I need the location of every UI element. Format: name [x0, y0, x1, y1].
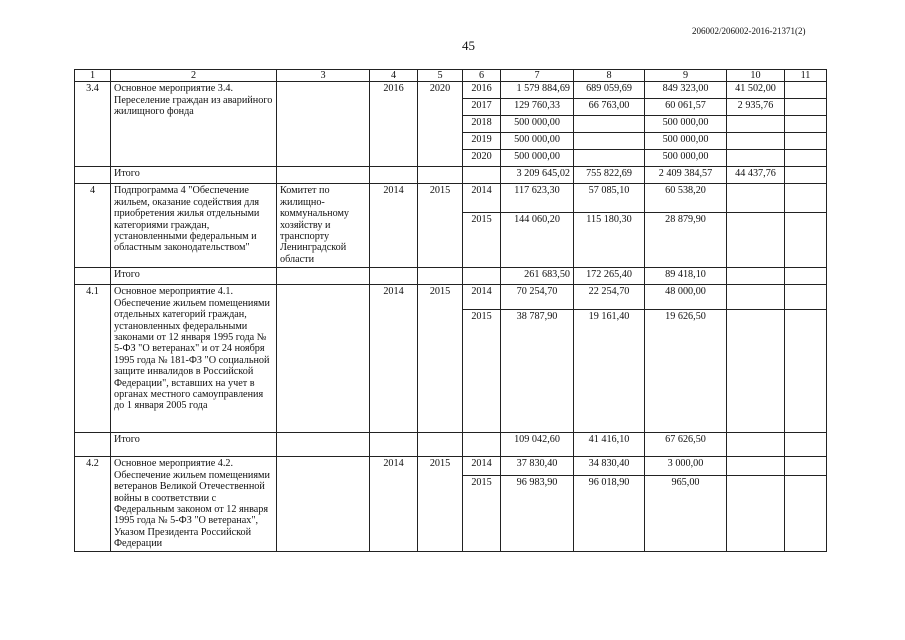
col11-cell: [785, 133, 827, 150]
col11-cell: [785, 433, 827, 457]
end-year: 2020: [418, 82, 463, 167]
col7-cell: 117 623,30: [501, 184, 574, 213]
end-year: [418, 433, 463, 457]
col8-cell: 57 085,10: [574, 184, 645, 213]
start-year: [370, 433, 418, 457]
header-cell: 3: [277, 70, 370, 82]
col9-cell: 500 000,00: [645, 133, 727, 150]
col7-cell: 261 683,50: [501, 268, 574, 285]
end-year: 2015: [418, 285, 463, 433]
col8-cell: [574, 133, 645, 150]
col7-cell: 144 060,20: [501, 213, 574, 268]
col10-cell: [727, 116, 785, 133]
start-year: [370, 167, 418, 184]
executor-cell: Комитет по жилищно-коммунальному хозяйству и транспорту Ленинградской области: [277, 184, 370, 268]
col8-cell: 19 161,40: [574, 310, 645, 433]
header-cell: 7: [501, 70, 574, 82]
col8-cell: 96 018,90: [574, 475, 645, 551]
col7-cell: 500 000,00: [501, 133, 574, 150]
row-number: [75, 433, 111, 457]
row-number: [75, 268, 111, 285]
col11-cell: [785, 310, 827, 433]
col10-cell: 2 935,76: [727, 99, 785, 116]
header-cell: 4: [370, 70, 418, 82]
col9-cell: 19 626,50: [645, 310, 727, 433]
col9-cell: 60 061,57: [645, 99, 727, 116]
col7-cell: 109 042,60: [501, 433, 574, 457]
year-cell: 2015: [463, 310, 501, 433]
col7-cell: 500 000,00: [501, 116, 574, 133]
row-number: 4: [75, 184, 111, 268]
col9-cell: 28 879,90: [645, 213, 727, 268]
header-cell: 6: [463, 70, 501, 82]
year-cell: 2017: [463, 99, 501, 116]
year-cell: [463, 433, 501, 457]
executor-cell: [277, 457, 370, 551]
document-id: 206002/206002-2016-21371(2): [692, 26, 806, 36]
col8-cell: 34 830,40: [574, 457, 645, 475]
col8-cell: 41 416,10: [574, 433, 645, 457]
end-year: [418, 268, 463, 285]
col9-cell: 2 409 384,57: [645, 167, 727, 184]
total-label: Итого: [111, 167, 277, 184]
col10-cell: [727, 285, 785, 310]
col7-cell: 38 787,90: [501, 310, 574, 433]
col7-cell: 1 579 884,69: [501, 82, 574, 99]
year-cell: 2015: [463, 475, 501, 551]
col10-cell: [727, 184, 785, 213]
col8-cell: 689 059,69: [574, 82, 645, 99]
col11-cell: [785, 475, 827, 551]
measure-name: Подпрограмма 4 "Обеспечение жильем, оказание содействия для приобретения жилья отдельными категориями граждан, установленными федеральным и областным законодательством": [111, 184, 277, 268]
col7-cell: 3 209 645,02: [501, 167, 574, 184]
col11-cell: [785, 167, 827, 184]
col11-cell: [785, 213, 827, 268]
col7-cell: 129 760,33: [501, 99, 574, 116]
measure-name: Основное мероприятие 4.1. Обеспечение жильем помещениями отдельных категорий граждан, установленных федеральными законами от 12 января 1995 года № 5-ФЗ "О ветеранах" и от 24 ноября 1995 года № 181-ФЗ "О социальной защите инвалидов в Российской Федерации", вставших на учет в органах местного самоуправления до 1 января 2005 года: [111, 285, 277, 433]
total-label: Итого: [111, 433, 277, 457]
total-row: [75, 268, 827, 285]
col11-cell: [785, 457, 827, 475]
col7-cell: 70 254,70: [501, 285, 574, 310]
col11-cell: [785, 116, 827, 133]
col8-cell: 172 265,40: [574, 268, 645, 285]
start-year: 2014: [370, 285, 418, 433]
col10-cell: [727, 475, 785, 551]
year-cell: [463, 268, 501, 285]
budget-table: [74, 69, 827, 552]
end-year: 2015: [418, 184, 463, 268]
header-cell: 11: [785, 70, 827, 82]
col8-cell: 66 763,00: [574, 99, 645, 116]
executor-cell: [277, 82, 370, 167]
year-cell: 2018: [463, 116, 501, 133]
executor-cell: [277, 285, 370, 433]
year-cell: [463, 167, 501, 184]
col10-cell: [727, 433, 785, 457]
executor-cell: [277, 433, 370, 457]
year-cell: 2015: [463, 213, 501, 268]
start-year: 2016: [370, 82, 418, 167]
col9-cell: 965,00: [645, 475, 727, 551]
col8-cell: 755 822,69: [574, 167, 645, 184]
col9-cell: 89 418,10: [645, 268, 727, 285]
row-number: 3.4: [75, 82, 111, 167]
header-cell: 1: [75, 70, 111, 82]
col7-cell: 96 983,90: [501, 475, 574, 551]
col11-cell: [785, 150, 827, 167]
year-cell: 2019: [463, 133, 501, 150]
header-cell: 8: [574, 70, 645, 82]
col9-cell: 48 000,00: [645, 285, 727, 310]
col8-cell: [574, 116, 645, 133]
col7-cell: 500 000,00: [501, 150, 574, 167]
executor-cell: [277, 268, 370, 285]
col11-cell: [785, 82, 827, 99]
year-cell: 2020: [463, 150, 501, 167]
header-cell: 5: [418, 70, 463, 82]
col10-cell: [727, 133, 785, 150]
col11-cell: [785, 184, 827, 213]
table-row: [75, 285, 827, 310]
total-row: [75, 433, 827, 457]
col10-cell: [727, 213, 785, 268]
col9-cell: 849 323,00: [645, 82, 727, 99]
header-row: [75, 70, 827, 82]
year-cell: 2014: [463, 184, 501, 213]
col8-cell: 115 180,30: [574, 213, 645, 268]
measure-name: Основное мероприятие 3.4. Переселение граждан из аварийного жилищного фонда: [111, 82, 277, 167]
start-year: [370, 268, 418, 285]
year-cell: 2014: [463, 285, 501, 310]
table-row: [75, 82, 827, 99]
row-number: 4.2: [75, 457, 111, 551]
col9-cell: 67 626,50: [645, 433, 727, 457]
year-cell: 2014: [463, 457, 501, 475]
row-number: [75, 167, 111, 184]
measure-name: Основное мероприятие 4.2. Обеспечение жильем помещениями ветеранов Великой Отечественной войны в соответствии с Федеральным законом от 12 января 1995 года № 5-ФЗ "О ветеранах", Указом Президента Российской Федерации: [111, 457, 277, 551]
table-row: [75, 457, 827, 475]
col8-cell: [574, 150, 645, 167]
start-year: 2014: [370, 457, 418, 551]
col10-cell: [727, 310, 785, 433]
col11-cell: [785, 285, 827, 310]
end-year: 2015: [418, 457, 463, 551]
col7-cell: 37 830,40: [501, 457, 574, 475]
col10-cell: 41 502,00: [727, 82, 785, 99]
year-cell: 2016: [463, 82, 501, 99]
page-number: 45: [462, 38, 475, 53]
total-row: [75, 167, 827, 184]
col11-cell: [785, 99, 827, 116]
header-cell: 10: [727, 70, 785, 82]
row-number: 4.1: [75, 285, 111, 433]
col8-cell: 22 254,70: [574, 285, 645, 310]
col10-cell: [727, 150, 785, 167]
col10-cell: [727, 268, 785, 285]
header-cell: 9: [645, 70, 727, 82]
col10-cell: 44 437,76: [727, 167, 785, 184]
executor-cell: [277, 167, 370, 184]
col9-cell: 60 538,20: [645, 184, 727, 213]
total-label: Итого: [111, 268, 277, 285]
table-row: [75, 184, 827, 213]
start-year: 2014: [370, 184, 418, 268]
col11-cell: [785, 268, 827, 285]
end-year: [418, 167, 463, 184]
header-cell: 2: [111, 70, 277, 82]
col10-cell: [727, 457, 785, 475]
col9-cell: 3 000,00: [645, 457, 727, 475]
col9-cell: 500 000,00: [645, 116, 727, 133]
col9-cell: 500 000,00: [645, 150, 727, 167]
